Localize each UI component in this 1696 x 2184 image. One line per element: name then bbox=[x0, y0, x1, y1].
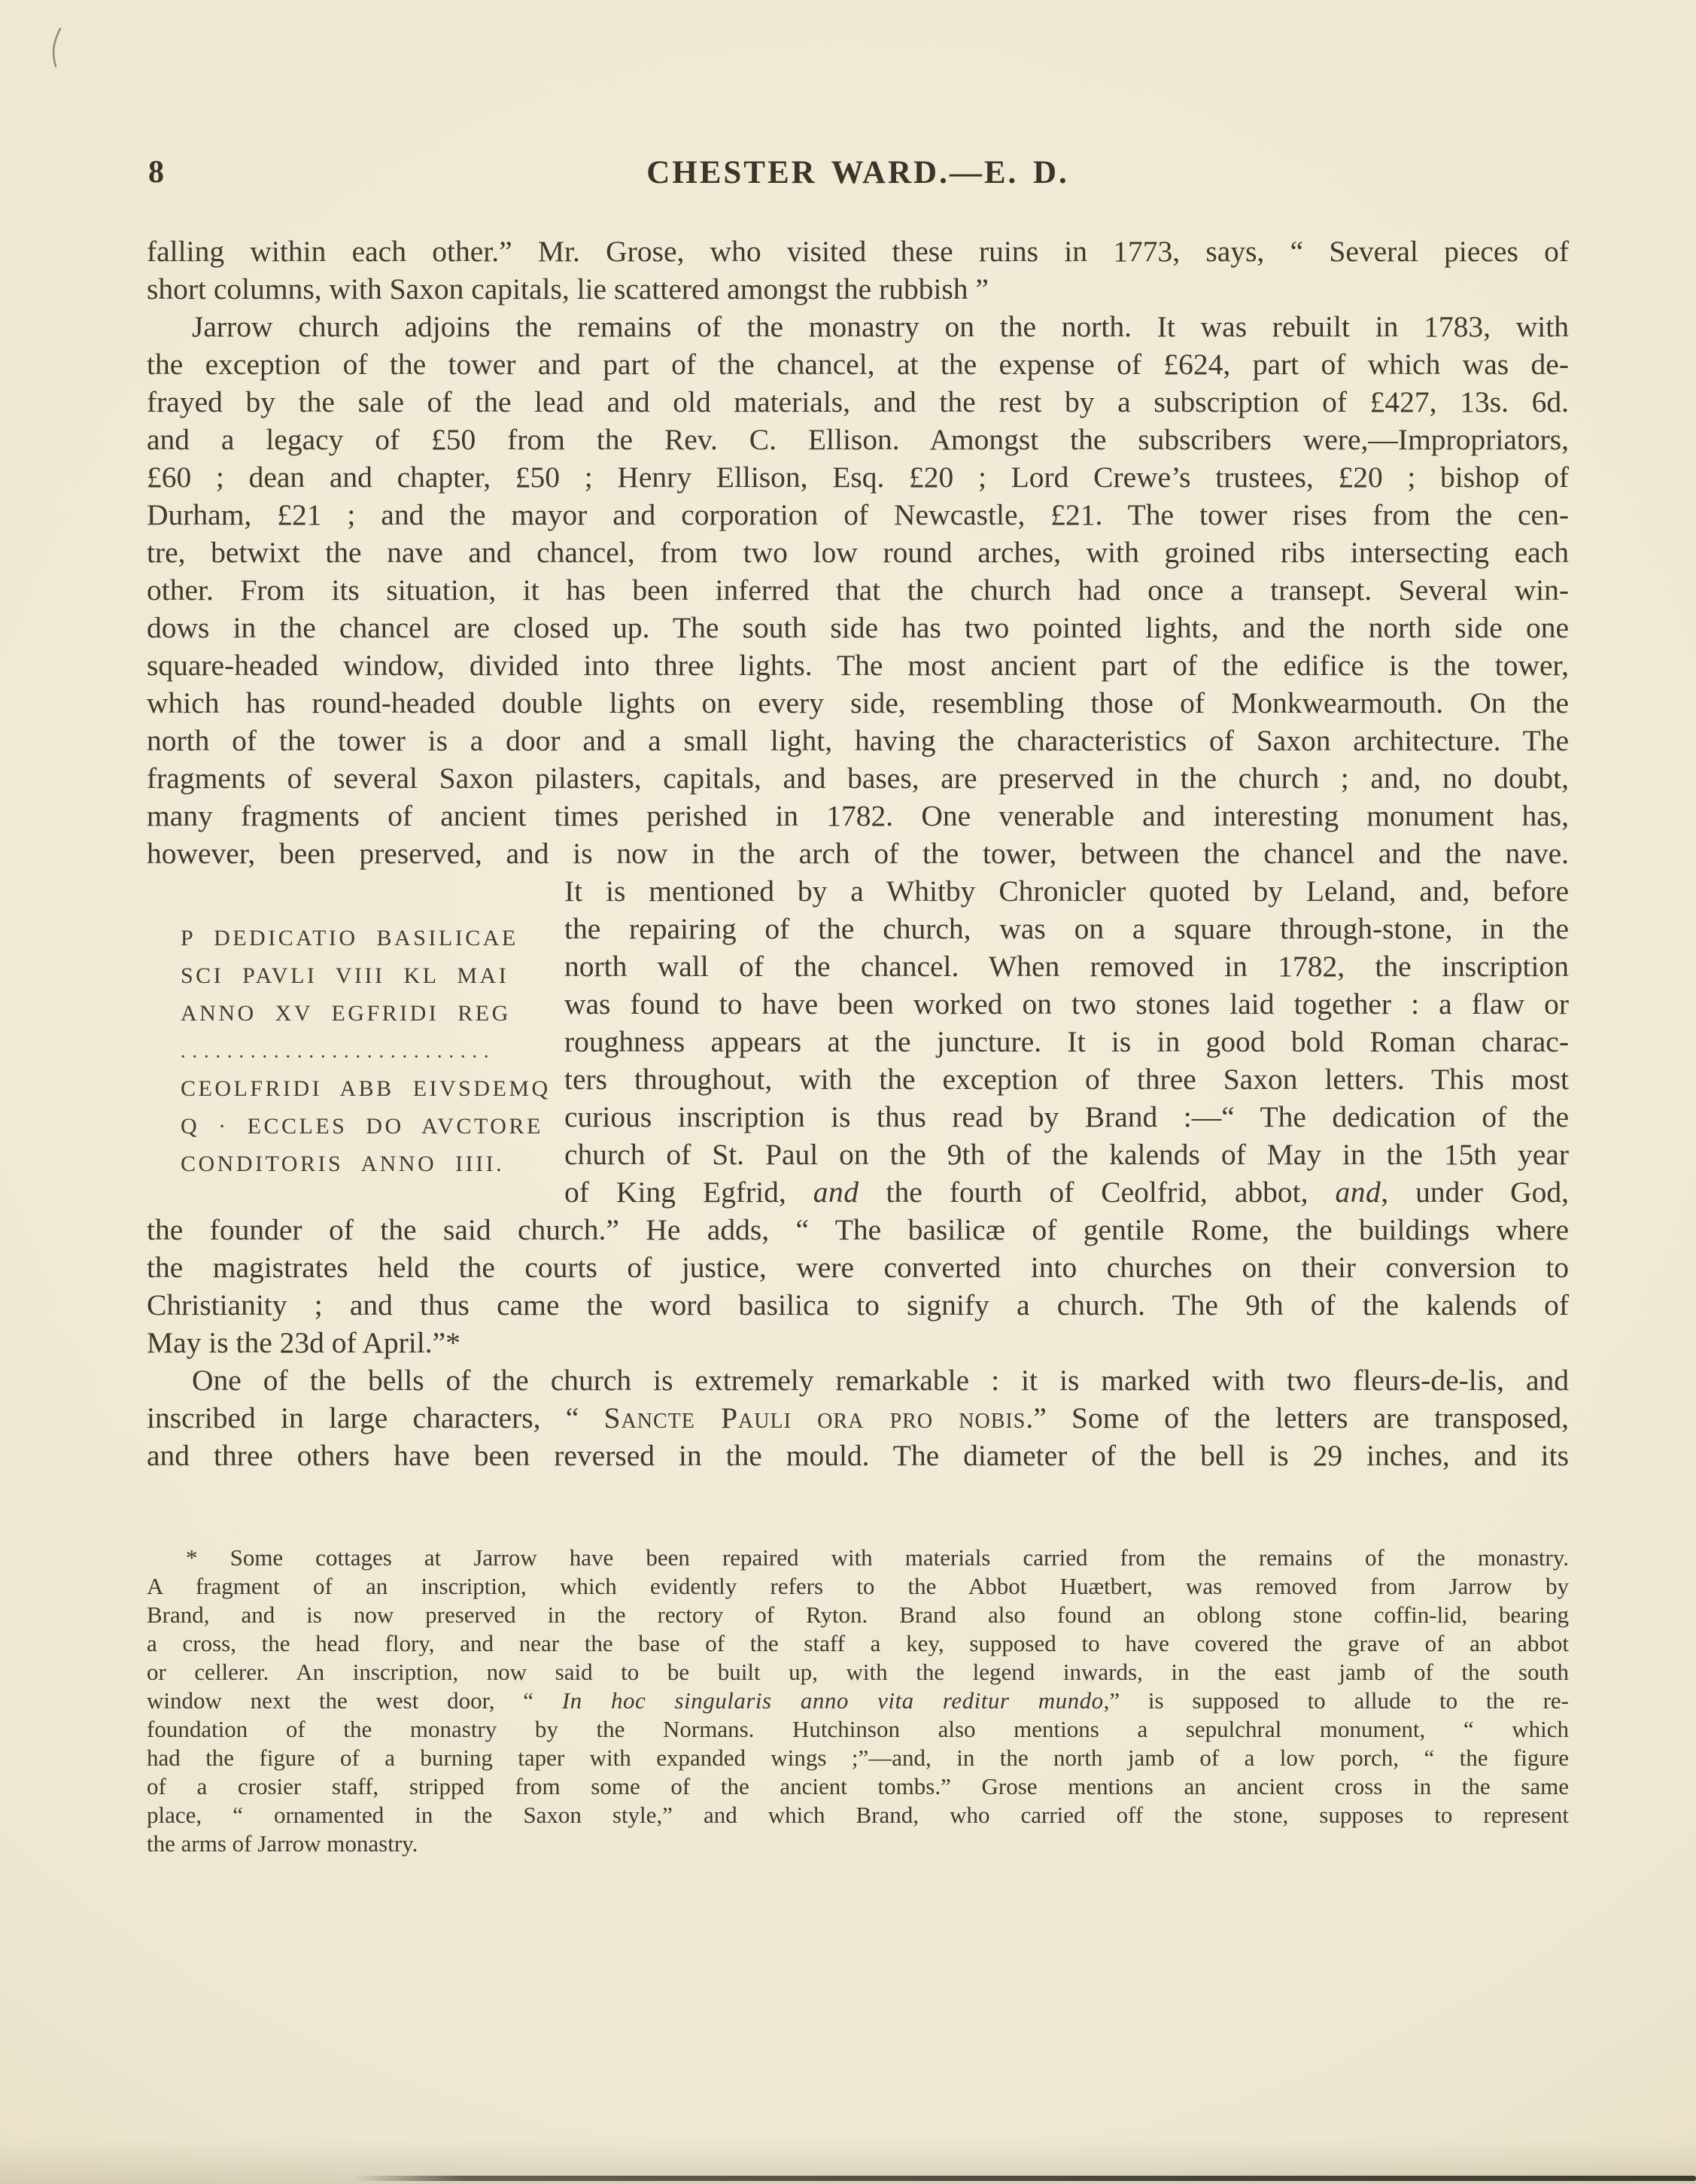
text-line: dows in the chancel are closed up. The south side has two pointed lights, and the north side one bbox=[147, 611, 1569, 644]
text-line: ters throughout, with the exception of three Saxon letters. This most bbox=[564, 1063, 1569, 1096]
running-title: CHESTER WARD.—E. D. bbox=[646, 155, 1069, 190]
text-line: £60 ; dean and chapter, £50 ; Henry Ellison, Esq. £20 ; Lord Crewe’s trustees, £20 ; bishop of bbox=[147, 461, 1569, 494]
text-line: north wall of the chancel. When removed in 1782, the inscription bbox=[564, 950, 1569, 983]
text-line: the magistrates held the courts of justice, were converted into churches on their conversion to bbox=[147, 1251, 1569, 1284]
page-header bbox=[147, 154, 1569, 193]
text-line: fragments of several Saxon pilasters, capitals, and bases, are preserved in the church ; and, no doubt, bbox=[147, 762, 1569, 795]
text-line: square-headed window, divided into three lights. The most ancient part of the edifice is the tower, bbox=[147, 649, 1569, 682]
text-line: A fragment of an inscription, which evidently refers to the Abbot Huætbert, was removed from Jarrow by bbox=[147, 1573, 1569, 1599]
text-line: a cross, the head flory, and near the base of the staff a key, supposed to have covered the grave of an abbot bbox=[147, 1630, 1569, 1656]
text-line: of a crosier staff, stripped from some of the ancient tombs.” Grose mentions an ancient cross in the same bbox=[147, 1773, 1569, 1799]
text-line: Christianity ; and thus came the word basilica to signify a church. The 9th of the kalends of bbox=[147, 1288, 1569, 1322]
text-line: however, been preserved, and is now in the arch of the tower, between the chancel and the nave. bbox=[147, 837, 1569, 870]
paragraph-jarrow-church bbox=[147, 308, 1569, 872]
scan-artifact-hair-icon bbox=[44, 26, 74, 71]
paragraph-continuation bbox=[147, 1211, 1569, 1361]
text-line: ........................... bbox=[181, 1040, 496, 1062]
text-line: roughness appears at the juncture. It is in good bold Roman charac- bbox=[564, 1025, 1569, 1058]
page-number: 8 bbox=[148, 155, 165, 190]
text-line: and a legacy of £50 from the Rev. C. Ellison. Amongst the subscribers were,—Impropriators, bbox=[147, 423, 1569, 456]
text-line: * Some cottages at Jarrow have been repaired with materials carried from the remains of the monastry. bbox=[186, 1544, 1569, 1571]
text-line: ANNO XV EGFRIDI REG bbox=[181, 1001, 511, 1026]
text-line: tre, betwixt the nave and chancel, from two low round arches, with groined ribs intersecting each bbox=[147, 536, 1569, 569]
text-line: P DEDICATIO BASILICAE bbox=[181, 926, 518, 951]
text-line: or cellerer. An inscription, now said to be built up, with the legend inwards, in the east jamb of the south bbox=[147, 1659, 1569, 1685]
paragraph-bell bbox=[147, 1361, 1569, 1474]
text-line: many fragments of ancient times perished in 1782. One venerable and interesting monument has, bbox=[147, 799, 1569, 832]
text-line: the arms of Jarrow monastry. bbox=[147, 1830, 418, 1857]
text-line: the founder of the said church.” He adds, “ The basilicæ of gentile Rome, the buildings where bbox=[147, 1213, 1569, 1246]
latin-inscription-block bbox=[147, 920, 564, 1183]
text-line: CONDITORIS ANNO IIII. bbox=[181, 1151, 505, 1176]
text-line: place, “ ornamented in the Saxon style,” and which Brand, who carried off the stone, supposes to represent bbox=[147, 1802, 1569, 1828]
text-line: church of St. Paul on the 9th of the kalends of May in the 15th year bbox=[564, 1138, 1569, 1171]
text-line: foundation of the monastry by the Normans. Hutchinson also mentions a sepulchral monument, “ which bbox=[147, 1716, 1569, 1742]
text-line: curious inscription is thus read by Brand :—“ The dedication of the bbox=[564, 1100, 1569, 1133]
text-line: window next the west door, “ In hoc singularis anno vita reditur mundo,” is supposed to allude to the re- bbox=[147, 1687, 1570, 1714]
body-text bbox=[147, 233, 1569, 1474]
text-line: It is mentioned by a Whitby Chronicler quoted by Leland, and, before bbox=[564, 875, 1569, 908]
text-line: CEOLFRIDI ABB EIVSDEMQ bbox=[181, 1076, 551, 1101]
text-line: Durham, £21 ; and the mayor and corporation of Newcastle, £21. The tower rises from the cen- bbox=[147, 498, 1569, 531]
text-line: Q · ECCLES DO AVCTORE bbox=[181, 1114, 543, 1139]
inscription-section bbox=[147, 872, 1569, 1211]
text-line: of King Egfrid, and the fourth of Ceolfrid, abbot, and, under God, bbox=[564, 1176, 1569, 1209]
text-line: falling within each other.” Mr. Grose, who visited these ruins in 1773, says, “ Several pieces of bbox=[147, 235, 1569, 268]
text-line: Jarrow church adjoins the remains of the monastry on the north. It was rebuilt in 1783, with bbox=[192, 310, 1569, 343]
text-line: north of the tower is a door and a small light, having the characteristics of Saxon architecture. The bbox=[147, 724, 1569, 757]
text-line: One of the bells of the church is extremely remarkable : it is marked with two fleurs-de-lis, and bbox=[192, 1364, 1569, 1397]
text-line: May is the 23d of April.”* bbox=[147, 1326, 460, 1359]
text-line: had the figure of a burning taper with expanded wings ;”—and, in the north jamb of a low porch, “ the figure bbox=[147, 1744, 1569, 1771]
text-line: was found to have been worked on two stones laid together : a flaw or bbox=[564, 987, 1569, 1021]
text-line: frayed by the sale of the lead and old materials, and the rest by a subscription of £427, 13s. 6d. bbox=[147, 385, 1569, 418]
text-line: the repairing of the church, was on a square through-stone, in the bbox=[564, 912, 1569, 945]
paragraph-beside-inscription bbox=[564, 872, 1569, 1211]
paragraph-intro bbox=[147, 233, 1569, 308]
text-line: short columns, with Saxon capitals, lie scattered amongst the rubbish ” bbox=[147, 272, 989, 306]
text-line: which has round-headed double lights on every side, resembling those of Monkwearmouth. On the bbox=[147, 686, 1569, 719]
text-line: the exception of the tower and part of the chancel, at the expense of £624, part of which was de- bbox=[147, 348, 1569, 381]
footnote-block bbox=[147, 1544, 1569, 1858]
text-line: other. From its situation, it has been inferred that the church had once a transept. Several win- bbox=[147, 573, 1569, 607]
text-line: SCI PAVLI VIII KL MAI bbox=[181, 963, 509, 988]
text-line: Brand, and is now preserved in the rectory of Ryton. Brand also found an oblong stone coffin-lid, bearing bbox=[147, 1601, 1569, 1628]
text-line: and three others have been reversed in the mould. The diameter of the bell is 29 inches, and its bbox=[147, 1439, 1569, 1472]
text-line: inscribed in large characters, “ Sancte Pauli ora pro nobis.” Some of the letters are transposed, bbox=[147, 1401, 1569, 1434]
